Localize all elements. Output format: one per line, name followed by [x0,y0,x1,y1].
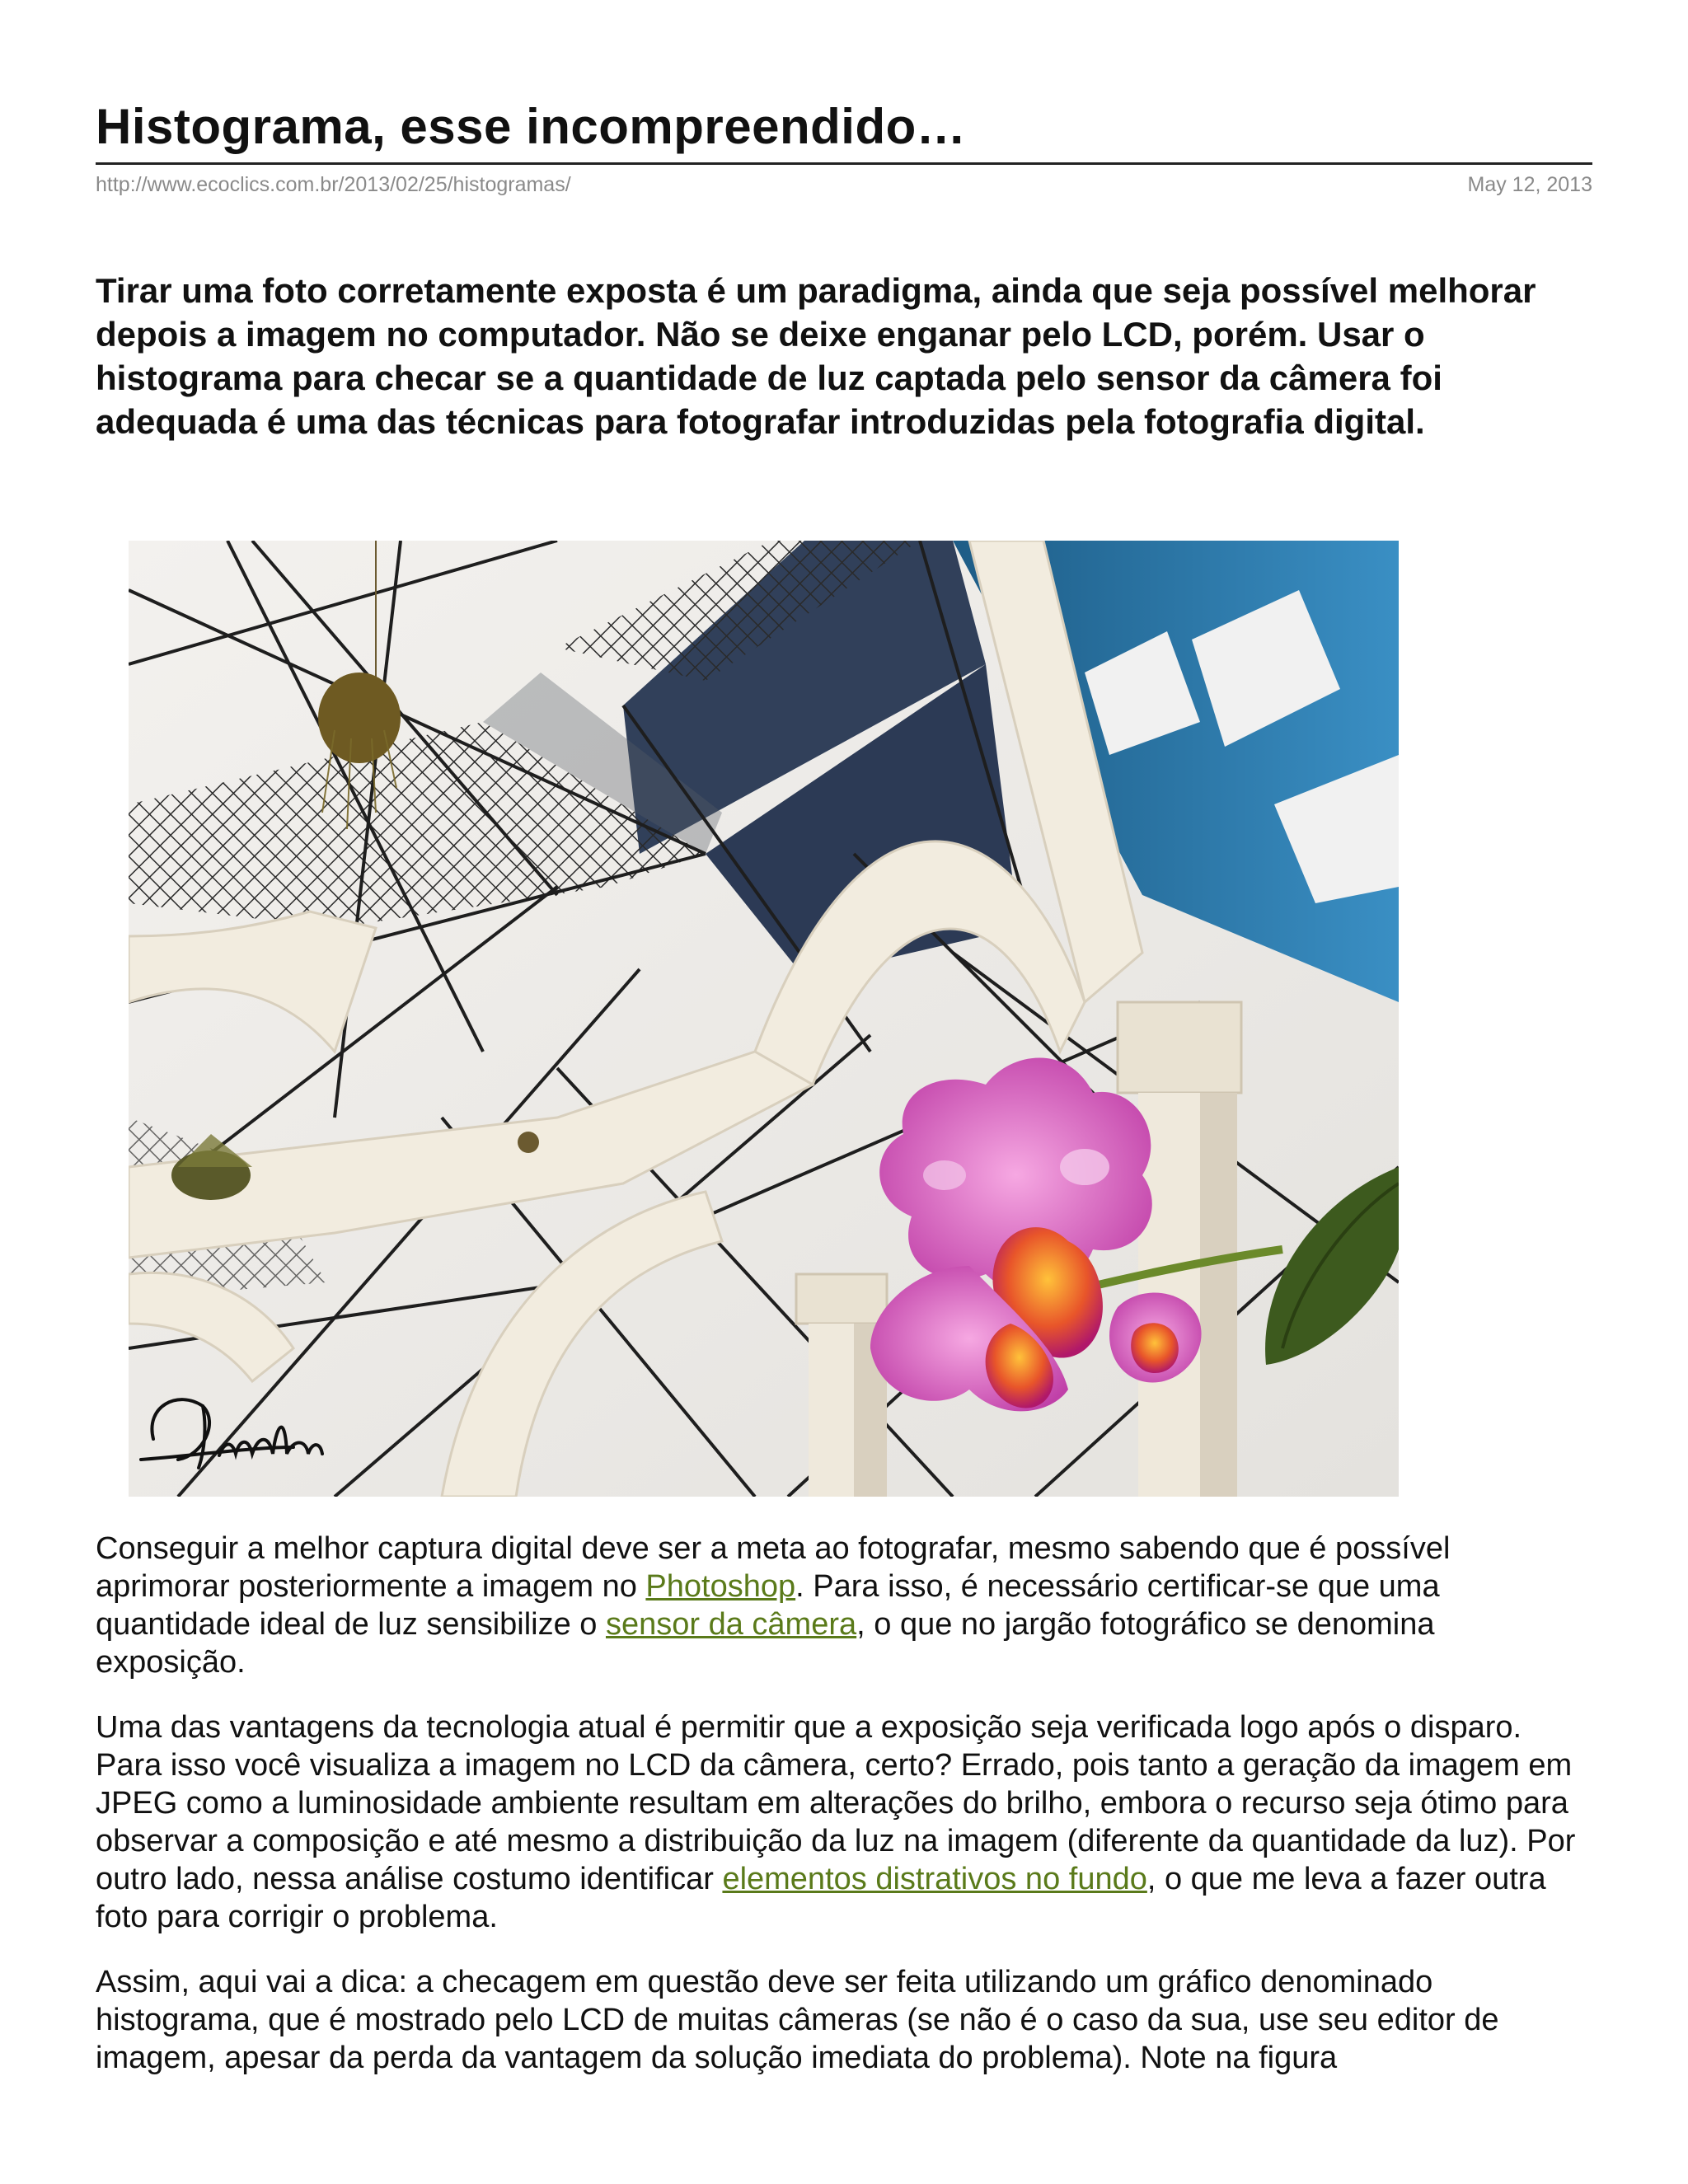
article-title: Histograma, esse incompreendido… [96,99,967,154]
title-divider [96,162,1592,165]
paragraph-2-text-a: Uma das vantagens da tecnologia atual é permitir que a exposição seja verificada logo após o disparo. Para isso você visualiza a imagem no LCD da câmera, certo? Errado, pois tanto a geração da imagem em JPEG como a luminosidade ambiente resultam em alterações do brilho, embora o recurso seja ótimo para observar a composição e até mesmo a distribuição da luz na imagem (diferente da quantidade da luz). Por outro lado, nessa análise costumo identificar [96,1710,1576,1896]
photoshop-link[interactable]: Photoshop [645,1569,796,1604]
source-url[interactable]: http://www.ecoclics.com.br/2013/02/25/histogramas/ [96,173,571,196]
paragraph-3-text: Assim, aqui vai a dica: a checagem em questão deve ser feita utilizando um gráfico denominado histograma, que é mostrado pelo LCD de muitas câmeras (se não é o caso da sua, use seu editor de imagem, apesar da perda da vantagem da solução imediata do problema). Note na figura [96,1965,1499,2075]
paragraph-3 [96,1963,1592,2077]
paragraph-2-text-b: , o que me leva a fazer outra foto para corrigir o problema. [96,1862,1546,1934]
paragraph-1-text-c: , o que no jargão fotográfico se denomina exposição. [96,1607,1435,1680]
publish-date: May 12, 2013 [1467,173,1592,196]
paragraph-2 [96,1708,1592,1936]
paragraph-1 [96,1530,1592,1681]
greenhouse-orchid-photo [129,541,1399,1497]
article-lead: Tirar uma foto corretamente exposta é um paradigma, ainda que seja possível melhorar depois a imagem no computador. Não se deixe enganar pelo LCD, porém. Usar o histograma para checar se a quantidade de luz captada pelo sensor da câmera foi adequada é uma das técnicas para fotografar introduzidas pela fotografia digital. [96,271,1536,441]
paragraph-1-text-b: . Para isso, é necessário certificar-se que uma quantidade ideal de luz sensibilize o [96,1569,1440,1642]
article-body [96,1530,1592,2104]
paragraph-1-text-a: Conseguir a melhor captura digital deve ser a meta ao fotografar, mesmo sabendo que é possível aprimorar posteriormente a imagem no [96,1531,1451,1604]
camera-sensor-link[interactable]: sensor da câmera [605,1607,857,1642]
distracting-elements-link[interactable]: elementos distrativos no fundo [722,1862,1147,1896]
